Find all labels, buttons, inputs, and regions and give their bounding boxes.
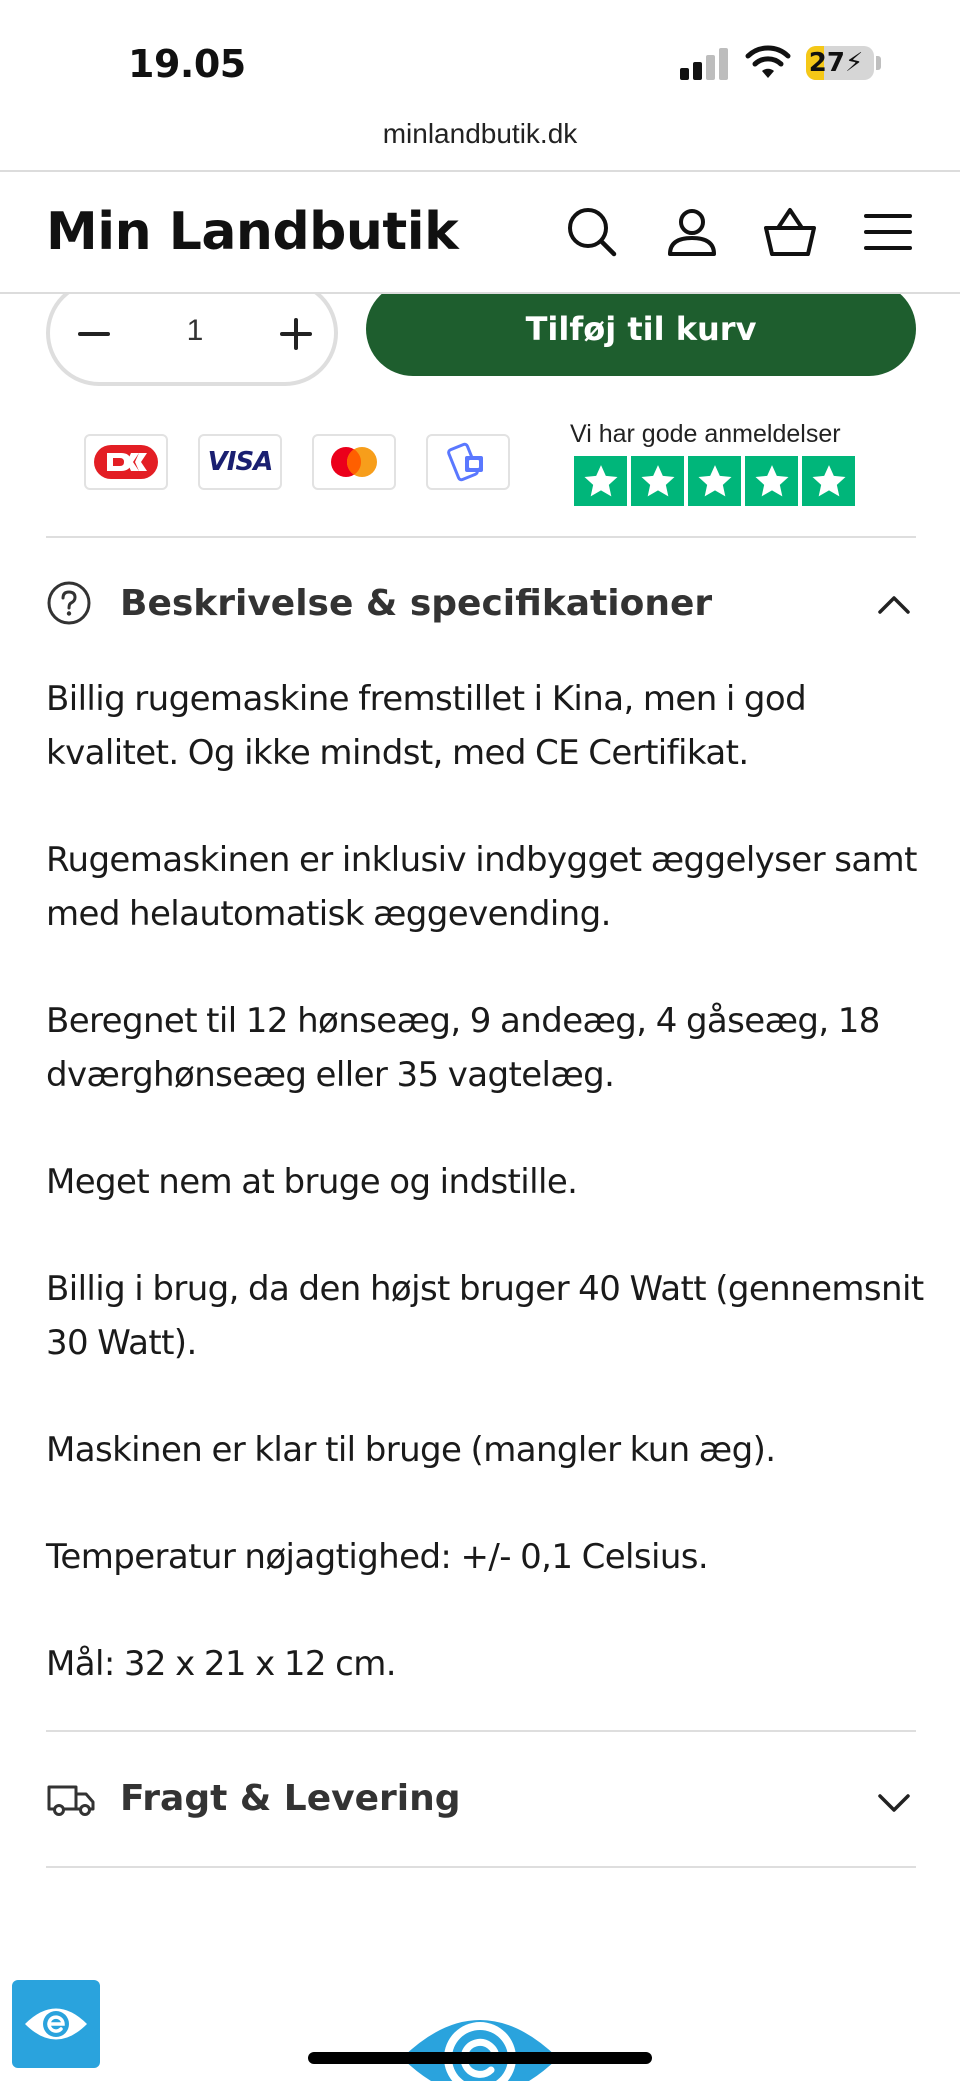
battery-tip [876, 56, 881, 70]
home-indicator [308, 2052, 652, 2064]
description-paragraph: Billig rugemaskine fremstillet i Kina, men i god kvalitet. Og ikke mindst, med CE Certifikat. [46, 679, 807, 773]
accordion-description-title: Beskrivelse & specifikationer [120, 582, 713, 624]
accordion-shipping-header[interactable] [46, 1778, 461, 1819]
description-paragraph: Meget nem at bruge og indstille. [46, 1162, 578, 1202]
mastercard-logo [312, 434, 396, 490]
description-paragraph: Beregnet til 12 hønseæg, 9 andeæg, 4 gåseæg, 18 dværghønseæg eller 35 vagtelæg. [46, 1001, 880, 1095]
description-body [46, 672, 926, 1744]
question-circle-icon [46, 580, 92, 626]
quantity-value[interactable]: 1 [186, 314, 204, 347]
site-header [0, 170, 960, 294]
visa-logo [198, 434, 282, 490]
divider [46, 536, 916, 538]
battery-indicator: 27⚡ [806, 46, 874, 80]
divider [46, 1730, 916, 1732]
divider [46, 1866, 916, 1868]
cellular-signal-icon [680, 48, 730, 80]
wifi-icon [745, 44, 791, 80]
mastercard-icon [327, 445, 381, 479]
star-icon [802, 456, 855, 506]
accessibility-eye-logo[interactable] [398, 1998, 562, 2081]
visa-label: VISA [207, 447, 273, 477]
mobilepay-icon [445, 440, 491, 484]
truck-icon [46, 1779, 96, 1819]
star-icon [745, 456, 798, 506]
search-icon[interactable] [562, 202, 622, 262]
menu-icon[interactable] [858, 202, 918, 262]
site-logo[interactable]: Min Landbutik [46, 202, 459, 262]
description-paragraph: Rugemaskinen er inklusiv indbygget æggelyser samt med helautomatisk æggevending. [46, 840, 917, 934]
eye-logo-icon [398, 1998, 562, 2081]
account-icon[interactable] [662, 202, 722, 262]
mobilepay-logo [426, 434, 510, 490]
status-bar [0, 0, 960, 149]
dankort-icon [93, 444, 159, 480]
basket-icon[interactable] [760, 202, 820, 262]
add-to-cart-button[interactable]: Tilføj til kurv [366, 282, 916, 376]
star-icon [631, 456, 684, 506]
description-paragraph: Mål: 32 x 21 x 12 cm. [46, 1644, 396, 1684]
star-icon [688, 456, 741, 506]
quantity-stepper[interactable] [46, 280, 338, 386]
eye-icon [21, 1999, 91, 2049]
reviews-label: Vi har gode anmeldelser [570, 420, 841, 448]
review-stars[interactable] [574, 456, 855, 506]
chevron-down-icon[interactable] [874, 1788, 914, 1818]
description-paragraph: Billig i brug, da den højst bruger 40 Watt (gennemsnit 30 Watt). [46, 1269, 924, 1363]
browser-url[interactable]: minlandbutik.dk [382, 118, 578, 149]
accordion-shipping-title: Fragt & Levering [120, 1778, 461, 1819]
minus-icon[interactable] [74, 314, 114, 354]
status-time: 19.05 [128, 42, 246, 86]
battery-level: 27 [808, 48, 845, 78]
star-icon [574, 456, 627, 506]
dankort-logo [84, 434, 168, 490]
description-paragraph: Maskinen er klar til bruge (mangler kun æg). [46, 1430, 776, 1470]
accessibility-button[interactable] [12, 1980, 100, 2068]
description-paragraph: Temperatur nøjagtighed: +/- 0,1 Celsius. [46, 1537, 709, 1577]
chevron-up-icon[interactable] [874, 590, 914, 620]
accordion-description-header[interactable] [46, 580, 712, 626]
plus-icon[interactable] [276, 314, 316, 354]
